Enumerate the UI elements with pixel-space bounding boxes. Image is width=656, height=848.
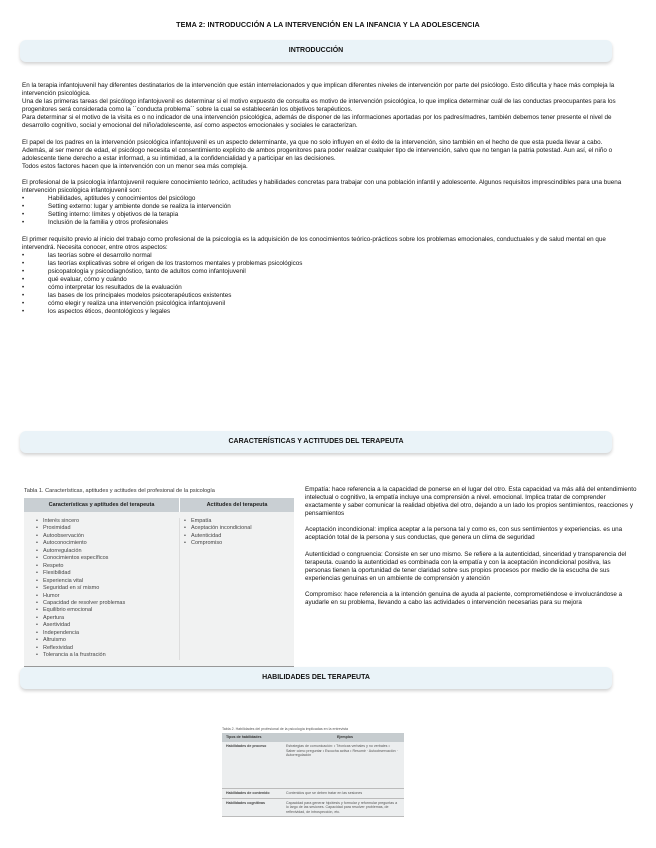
table-header [222, 733, 404, 742]
list-item: • Habilidades, aptitudes y conocimientos del psicólogo [22, 195, 634, 203]
actitud-paragraph: Empatía: hace referencia a la capacidad de ponerse en el lugar del otro. Esta capacidad va más allá del entendimiento intelectual o cognitivo, la empatía incluye una comprensión a nivel. emocional. Implica tratar de comprender exactamente y saber comunicar la realidad objetiva del otro, dejando a un lado los propios sentimientos, reacciones y pensamientos [305, 486, 637, 518]
section-header-caracteristicas: CARACTERÍSTICAS Y ACTITUDES DEL TERAPEUTA [20, 431, 612, 453]
list-item: • cómo interpretar los resultados de la evaluación [22, 284, 634, 292]
aspectos-list [22, 252, 634, 317]
table-row [222, 799, 404, 818]
table-row [222, 789, 404, 799]
table-cell: • Altruismo [36, 637, 179, 644]
table-cell: • Autoconocimiento [36, 540, 179, 547]
list-item: • los aspectos éticos, deontológicos y legales [22, 308, 634, 316]
table-caption: Tabla 1. Características, aptitudes y actitudes del profesional de la psicología [24, 488, 215, 494]
table-header [24, 498, 294, 512]
table-cell: • Autorregulación [36, 548, 179, 555]
actitud-paragraph: Autenticidad o congruencia: Consiste en ser uno mismo. Se refiere a la autenticidad, sinceridad y transparencia del terapeuta. cuando la autenticidad es combinada con la empatía y con la aceptación incondicional positiva, las personas tienen la oportunidad de tener claridad sobre sus propios procesos por medio de la escucha de sus experiencias genuinas en un ambiente de comprensión y atención [305, 550, 627, 582]
table-caption: Tabla 2. Habilidades del profesional de la psicología implicadas en la entrevista [222, 727, 349, 731]
list-item: • qué evaluar, cómo y cuándo [22, 276, 634, 284]
list-item: • Setting interno: límites y objetivos de la terapia [22, 211, 634, 219]
table-row [222, 742, 404, 789]
intro-paragraph: El papel de los padres en la intervención psicológica infantojuvenil es un aspecto determinante, ya que no solo influyen en el éxito de la intervención, sino también en el hecho de que esta pueda llevar a cabo. [22, 138, 603, 146]
list-item: • psicopatología y psicodiagnóstico, tanto de adultos como infantojuvenil [22, 268, 634, 276]
table-cell: • Experiencia vital [36, 578, 179, 585]
list-item: • las teorías explicativas sobre el origen de los trastornos mentales y problemas psicológicos [22, 260, 634, 268]
table-cell: • Reflexividad [36, 645, 179, 652]
table-cell: • Apertura [36, 615, 179, 622]
intro-paragraph: Además, al ser menor de edad, el psicólogo necesita el consentimiento explícito de ambos progenitores para poder realizar cualquier tipo de intervención, salvo que no tengan la patria potestad. Aun así, el niño o adolescente tiene derecho a estar informad, a su intimidad, a la confidencialidad y a participar en las decisiones. [22, 146, 613, 162]
table-cell: • Tolerancia a la frustración [36, 652, 179, 659]
list-item: • cómo elegir y realiza una intervención psicológica infantojuvenil [22, 300, 634, 308]
list-item: • las bases de los principales modelos psicoterapéuticos existentes [22, 292, 634, 300]
list-item: • Inclusión de la familia y otros profesionales [22, 219, 634, 227]
table-cell: Habilidades de proceso [226, 744, 267, 748]
table-cell: • Respeto [36, 563, 179, 570]
table-cell: Habilidades de contenido [226, 791, 270, 795]
table-cell: • Asertividad [36, 622, 179, 629]
table-header-cell: Actitudes del terapeuta [179, 498, 294, 512]
table-column [24, 518, 179, 660]
intro-block [22, 82, 634, 316]
table-cell: • Proximidad [36, 525, 179, 532]
table-cell: • Aceptación incondicional [184, 525, 294, 532]
document-title: TEMA 2: INTRODUCCIÓN A LA INTERVENCIÓN EN LA INFANCIA Y LA ADOLESCENCIA [176, 20, 480, 29]
table-cell: • Autenticidad [184, 533, 294, 540]
table-cell: Capacidad para generar hipótesis y formular y reformular preguntas a lo largo de las sesiones. Capacidad para resolver problemas, de reflexividad, de introspección, etc. [286, 800, 398, 814]
table-cell: • Interés sincero [36, 518, 179, 525]
table-cell: • Flexibilidad [36, 570, 179, 577]
table-caracteristicas [24, 488, 294, 734]
table-header-cell: Características y aptitudes del terapeuta [48, 502, 155, 508]
section-header-habilidades: HABILIDADES DEL TERAPEUTA [20, 667, 612, 689]
table-header-cell: Tipos de habilidades [226, 735, 262, 739]
table-cell: • Humor [36, 593, 179, 600]
intro-paragraph: En la terapia infantojuvenil hay diferentes destinatarios de la intervención que están interrelacionados y que implican diferentes niveles de intervención por parte del psicólogo. Esto dificulta y hace más compleja la intervención psicológica. [22, 82, 615, 98]
table-cell: Contenidos que se deben tratar en las sesiones [286, 791, 363, 795]
intro-paragraph: Todos estos factores hacen que la intervención con un menor sea más compleja. [22, 162, 248, 170]
primer-requisito-paragraph: El primer requisito previo al inicio del trabajo como profesional de la psicología es la adquisición de los conocimientos teórico-prácticos sobre los problemas emocionales, conductuales y de salud mental en que intervendrá. Necesita conocer, entre otros aspectos: [22, 235, 606, 251]
table-column [179, 518, 294, 660]
table-cell: • Compromiso [184, 540, 294, 547]
table-cell: • Conocimientos específicos [36, 555, 179, 562]
list-item: • Setting externo: lugar y ambiente donde se realiza la intervención [22, 203, 634, 211]
table-cell: Habilidades cognitivas [226, 800, 265, 805]
table-cell: • Empatía [184, 518, 294, 525]
actitudes-column [305, 486, 637, 615]
table-cell: • Autoobservación [36, 533, 179, 540]
intro-paragraph: Para determinar si el motivo de la visita es o no indicador de una intervención psicológica, además de disponer de las informaciones aportadas por los padres/madres, también debemos tener presente el nivel de desarrollo cognitivo, social y emocional del niño/adolescente, así como aspectos emocionales y sociales le caracterizan. [22, 114, 612, 130]
actitud-paragraph: Compromiso: hace referencia a la intención genuina de ayuda al paciente, comprometiéndose e involucrándose a ayudarle en su problema, llevando a cabo las actividades o intervención necesarias para su mejora [305, 590, 623, 607]
profesional-paragraph: El profesional de la psicología infantojuvenil requiere conocimiento teórico, actitudes y habilidades concretas para trabajar con una población infantil y adolescente. Algunos requisitos imprescindibles para una buena intervención psicológica infantojuvenil son: [22, 178, 622, 195]
actitud-paragraph: Aceptación incondicional: implica aceptar a la persona tal y como es, con sus sentimientos y experiencias. es una aceptación total de la persona y sus conductas, que genera un clima de seguridad [305, 526, 623, 542]
table-header-cell: Ejemplos [337, 735, 353, 739]
table-body [24, 512, 294, 667]
list-item: • las teorías sobre el desarrollo normal [22, 252, 634, 260]
requisitos-list [22, 195, 634, 227]
table-cell: • Capacidad de resolver problemas [36, 600, 179, 607]
table-cell: • Equilibrio emocional [36, 607, 179, 614]
table-cell: Estrategias de comunicación: • Técnicas verbales y no verbales • Saber cómo preguntar • Escucha activa • Resumir · Autoobservación · Autorregulación [286, 744, 398, 758]
table-habilidades [222, 727, 404, 817]
table-cell: • Independencia [36, 630, 179, 637]
intro-paragraph: Una de las primeras tareas del psicólogo infantojuvenil es determinar si el motivo expuesto de consulta es motivo de intervención psicológica, lo que implica determinar cuál de las conductas preocupantes para los progenitores será considerada como la ``conducta problema´´ sobre la cual se establecerán los objetivos terapéuticos. [22, 98, 616, 114]
section-header-introduccion: INTRODUCCIÓN [20, 40, 612, 62]
table-cell: • Seguridad en sí mismo [36, 585, 179, 592]
